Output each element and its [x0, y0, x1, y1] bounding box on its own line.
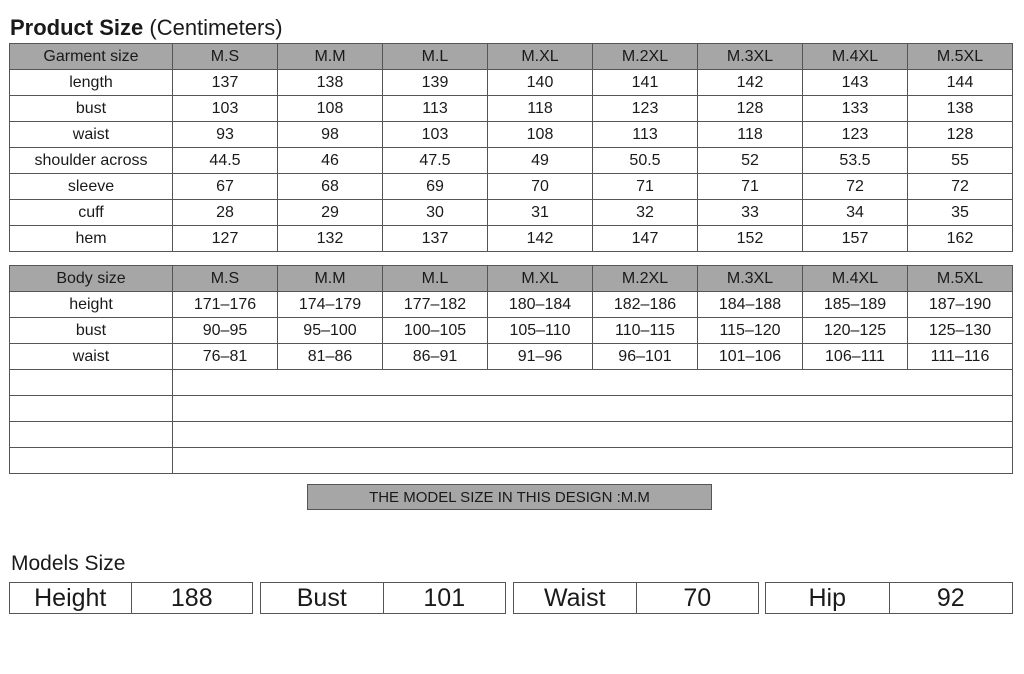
garment-row: [10, 96, 1013, 122]
garment-row: [10, 70, 1013, 96]
measurement-cell: 50.5: [593, 148, 698, 174]
measurement-cell: 127: [173, 226, 278, 252]
measurement-cell: 120–125: [803, 318, 908, 344]
empty-value-cell: [173, 422, 1013, 448]
measurement-cell: 108: [278, 96, 383, 122]
model-size-note: THE MODEL SIZE IN THIS DESIGN :M.M: [307, 484, 712, 510]
row-label: length: [10, 70, 173, 96]
measurement-cell: 162: [908, 226, 1013, 252]
measurement-cell: 53.5: [803, 148, 908, 174]
measurement-cell: 76–81: [173, 344, 278, 370]
measurement-cell: 71: [593, 174, 698, 200]
empty-label-cell: [10, 448, 173, 474]
measurement-cell: 185–189: [803, 292, 908, 318]
measurement-cell: 34: [803, 200, 908, 226]
body-header-label: Body size: [10, 266, 173, 292]
measurement-cell: 139: [383, 70, 488, 96]
empty-value-cell: [173, 396, 1013, 422]
size-header-cell: M.4XL: [803, 44, 908, 70]
size-header-cell: M.2XL: [593, 44, 698, 70]
measurement-cell: 90–95: [173, 318, 278, 344]
model-waist-box: [513, 582, 759, 614]
measurement-cell: 70: [488, 174, 593, 200]
model-hip-value: 92: [889, 583, 1013, 613]
measurement-cell: 98: [278, 122, 383, 148]
measurement-cell: 86–91: [383, 344, 488, 370]
measurement-cell: 47.5: [383, 148, 488, 174]
measurement-cell: 95–100: [278, 318, 383, 344]
measurement-cell: 177–182: [383, 292, 488, 318]
measurement-cell: 133: [803, 96, 908, 122]
body-row: [10, 318, 1013, 344]
measurement-cell: 184–188: [698, 292, 803, 318]
title-main: Product Size: [10, 15, 144, 40]
measurement-cell: 105–110: [488, 318, 593, 344]
model-hip-box: [765, 582, 1013, 614]
measurement-cell: 108: [488, 122, 593, 148]
models-size-title: Models Size: [11, 552, 126, 575]
measurement-cell: 182–186: [593, 292, 698, 318]
garment-row: [10, 122, 1013, 148]
row-label: cuff: [10, 200, 173, 226]
size-header-cell: M.4XL: [803, 266, 908, 292]
size-header-cell: M.2XL: [593, 266, 698, 292]
row-label: waist: [10, 122, 173, 148]
model-bust-label: Bust: [296, 583, 347, 612]
body-row: [10, 292, 1013, 318]
measurement-cell: 144: [908, 70, 1013, 96]
measurement-cell: 157: [803, 226, 908, 252]
measurement-cell: 152: [698, 226, 803, 252]
measurement-cell: 81–86: [278, 344, 383, 370]
measurement-cell: 32: [593, 200, 698, 226]
measurement-cell: 128: [908, 122, 1013, 148]
measurement-cell: 132: [278, 226, 383, 252]
measurement-cell: 118: [488, 96, 593, 122]
measurement-cell: 115–120: [698, 318, 803, 344]
size-header-cell: M.S: [173, 266, 278, 292]
row-label: shoulder across: [10, 148, 173, 174]
model-height-label: Height: [34, 583, 107, 612]
measurement-cell: 118: [698, 122, 803, 148]
measurement-cell: 128: [698, 96, 803, 122]
size-header-cell: M.L: [383, 44, 488, 70]
measurement-cell: 125–130: [908, 318, 1013, 344]
row-label: hem: [10, 226, 173, 252]
garment-row: [10, 148, 1013, 174]
garment-size-table: [9, 43, 1013, 252]
garment-header-label: Garment size: [10, 44, 173, 70]
measurement-cell: 147: [593, 226, 698, 252]
row-label: height: [10, 292, 173, 318]
measurement-cell: 31: [488, 200, 593, 226]
measurement-cell: 103: [173, 96, 278, 122]
measurement-cell: 72: [908, 174, 1013, 200]
model-hip-label: Hip: [808, 583, 846, 612]
measurement-cell: 137: [173, 70, 278, 96]
measurement-cell: 137: [383, 226, 488, 252]
body-header-row: [10, 266, 1013, 292]
measurement-cell: 67: [173, 174, 278, 200]
measurement-cell: 142: [488, 226, 593, 252]
measurement-cell: 72: [803, 174, 908, 200]
garment-row: [10, 200, 1013, 226]
measurement-cell: 141: [593, 70, 698, 96]
row-label: sleeve: [10, 174, 173, 200]
measurement-cell: 93: [173, 122, 278, 148]
model-bust-box: [260, 582, 506, 614]
measurement-cell: 123: [803, 122, 908, 148]
measurement-cell: 111–116: [908, 344, 1013, 370]
body-empty-row: [10, 448, 1013, 474]
measurement-cell: 55: [908, 148, 1013, 174]
measurement-cell: 113: [593, 122, 698, 148]
measurement-cell: 123: [593, 96, 698, 122]
measurement-cell: 180–184: [488, 292, 593, 318]
body-empty-row: [10, 396, 1013, 422]
measurement-cell: 113: [383, 96, 488, 122]
measurement-cell: 68: [278, 174, 383, 200]
size-header-cell: M.3XL: [698, 44, 803, 70]
size-header-cell: M.M: [278, 44, 383, 70]
garment-row: [10, 226, 1013, 252]
body-size-table: [9, 265, 1013, 474]
size-header-cell: M.5XL: [908, 44, 1013, 70]
measurement-cell: 69: [383, 174, 488, 200]
model-bust-value: 101: [383, 583, 506, 613]
measurement-cell: 46: [278, 148, 383, 174]
measurement-cell: 30: [383, 200, 488, 226]
measurement-cell: 49: [488, 148, 593, 174]
measurement-cell: 100–105: [383, 318, 488, 344]
measurement-cell: 33: [698, 200, 803, 226]
measurement-cell: 110–115: [593, 318, 698, 344]
measurement-cell: 52: [698, 148, 803, 174]
model-waist-label: Waist: [543, 583, 606, 612]
measurement-cell: 101–106: [698, 344, 803, 370]
body-row: [10, 344, 1013, 370]
measurement-cell: 91–96: [488, 344, 593, 370]
title-unit: (Centimeters): [149, 15, 283, 40]
empty-label-cell: [10, 370, 173, 396]
measurement-cell: 143: [803, 70, 908, 96]
empty-value-cell: [173, 448, 1013, 474]
measurement-cell: 28: [173, 200, 278, 226]
measurement-cell: 96–101: [593, 344, 698, 370]
size-header-cell: M.M: [278, 266, 383, 292]
measurement-cell: 106–111: [803, 344, 908, 370]
empty-label-cell: [10, 422, 173, 448]
size-header-cell: M.XL: [488, 44, 593, 70]
measurement-cell: 29: [278, 200, 383, 226]
measurement-cell: 103: [383, 122, 488, 148]
measurement-cell: 71: [698, 174, 803, 200]
size-header-cell: M.5XL: [908, 266, 1013, 292]
measurement-cell: 138: [278, 70, 383, 96]
measurement-cell: 35: [908, 200, 1013, 226]
measurement-cell: 174–179: [278, 292, 383, 318]
measurement-cell: 187–190: [908, 292, 1013, 318]
model-waist-value: 70: [636, 583, 759, 613]
page-title: [10, 14, 283, 42]
model-height-box: [9, 582, 253, 614]
measurement-cell: 44.5: [173, 148, 278, 174]
body-empty-row: [10, 422, 1013, 448]
size-header-cell: M.3XL: [698, 266, 803, 292]
size-header-cell: M.XL: [488, 266, 593, 292]
empty-label-cell: [10, 396, 173, 422]
row-label: waist: [10, 344, 173, 370]
measurement-cell: 142: [698, 70, 803, 96]
empty-value-cell: [173, 370, 1013, 396]
measurement-cell: 140: [488, 70, 593, 96]
body-empty-row: [10, 370, 1013, 396]
garment-row: [10, 174, 1013, 200]
measurement-cell: 171–176: [173, 292, 278, 318]
model-height-value: 188: [131, 583, 253, 613]
size-header-cell: M.L: [383, 266, 488, 292]
row-label: bust: [10, 318, 173, 344]
size-header-cell: M.S: [173, 44, 278, 70]
row-label: bust: [10, 96, 173, 122]
garment-header-row: [10, 44, 1013, 70]
measurement-cell: 138: [908, 96, 1013, 122]
